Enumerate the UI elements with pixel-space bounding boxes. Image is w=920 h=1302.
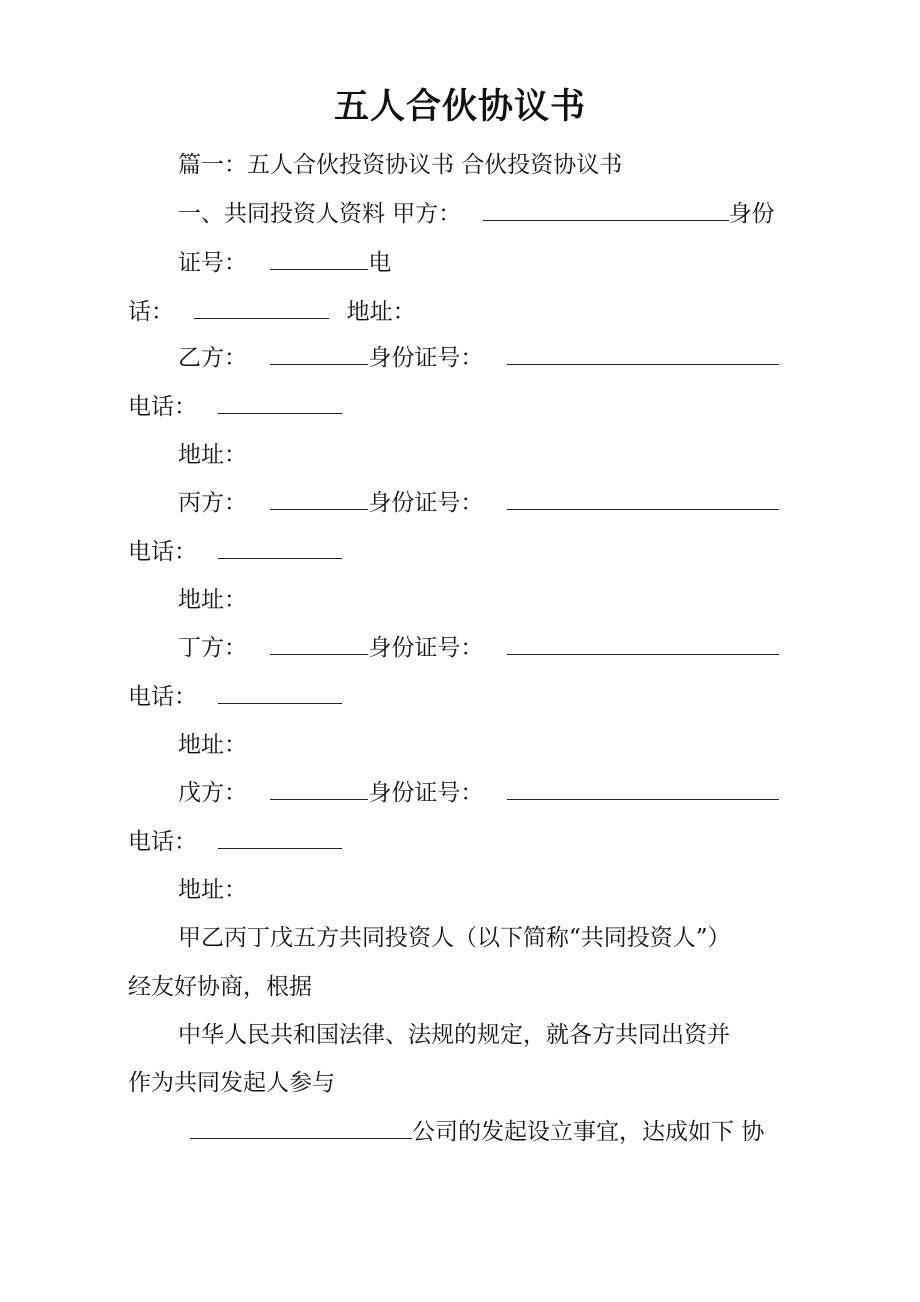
party-b-phone-label: 电话： <box>128 394 197 420</box>
party-c-phone-label: 电话： <box>128 539 197 565</box>
party-b-id-blank[interactable] <box>507 341 779 365</box>
party-a-id-line <box>178 246 391 280</box>
party-d-line <box>178 631 779 665</box>
party-c-label: 丙方： <box>178 490 247 516</box>
party-b-line <box>178 341 779 375</box>
party-c-name-blank[interactable] <box>270 486 368 510</box>
party-c-id-label: 身份证号： <box>368 490 484 516</box>
party-e-label: 戊方： <box>178 780 247 806</box>
party-e-name-blank[interactable] <box>270 776 368 800</box>
party-a-name-blank[interactable] <box>483 197 729 221</box>
paragraph-1-line-2 <box>128 970 312 1004</box>
party-a-id-blank[interactable] <box>270 246 368 270</box>
party-b-address-label: 地址： <box>178 442 247 468</box>
paragraph-3-text: 公司的发起设立事宜，达成如下 协 <box>412 1119 765 1145</box>
paragraph-1-line-1 <box>178 921 731 955</box>
party-d-phone-line <box>128 680 342 714</box>
party-a-id-label-end: 证号： <box>178 250 247 276</box>
subtitle-line <box>178 148 622 182</box>
party-d-id-label: 身份证号： <box>368 635 484 661</box>
paragraph-2-line-1 <box>178 1018 730 1052</box>
section1-heading: 一、共同投资人资料 甲方： <box>178 201 462 227</box>
party-e-line <box>178 776 779 810</box>
party-c-id-blank[interactable] <box>507 486 779 510</box>
party-e-phone-blank[interactable] <box>218 825 342 849</box>
party-b-address-line <box>178 438 247 472</box>
party-e-phone-label: 电话： <box>128 829 197 855</box>
party-d-address-line <box>178 728 247 762</box>
party-b-id-label: 身份证号： <box>368 345 484 371</box>
party-a-address-label: 地址： <box>346 299 416 325</box>
party-c-address-label: 地址： <box>178 587 247 613</box>
party-d-label: 丁方： <box>178 635 247 661</box>
party-d-address-label: 地址： <box>178 732 247 758</box>
party-e-address-label: 地址： <box>178 877 247 903</box>
paragraph-2-text-2: 作为共同发起人参与 <box>128 1070 335 1096</box>
paragraph-1-text-1: 甲乙丙丁戊五方共同投资人（以下简称“共同投资人”） <box>178 925 731 951</box>
party-d-name-blank[interactable] <box>270 631 368 655</box>
document-title: 五人合伙协议书 <box>333 86 586 127</box>
party-a-phone-blank[interactable] <box>194 295 329 319</box>
subtitle-text: 篇一：五人合伙投资协议书 合伙投资协议书 <box>178 152 623 178</box>
party-e-phone-line <box>128 825 342 859</box>
party-a-line <box>178 197 775 231</box>
party-d-id-blank[interactable] <box>507 631 779 655</box>
party-c-line <box>178 486 779 520</box>
party-d-phone-label: 电话： <box>128 684 197 710</box>
party-a-phone-label-end: 话： <box>128 299 174 325</box>
company-name-blank[interactable] <box>190 1115 412 1139</box>
party-d-phone-blank[interactable] <box>218 680 342 704</box>
party-a-id-label-start: 身份 <box>728 201 775 227</box>
party-c-phone-line <box>128 535 342 569</box>
party-e-id-blank[interactable] <box>507 776 779 800</box>
party-b-label: 乙方： <box>178 345 247 371</box>
party-c-address-line <box>178 583 247 617</box>
paragraph-3-line-1 <box>190 1115 764 1149</box>
party-a-phone-line <box>128 295 416 329</box>
party-c-phone-blank[interactable] <box>218 535 342 559</box>
party-e-id-label: 身份证号： <box>368 780 484 806</box>
party-b-phone-blank[interactable] <box>218 390 342 414</box>
paragraph-2-text-1: 中华人民共和国法律、法规的规定，就各方共同出资并 <box>178 1022 730 1048</box>
party-a-phone-label-start: 电 <box>368 250 392 276</box>
party-b-name-blank[interactable] <box>270 341 368 365</box>
paragraph-2-line-2 <box>128 1066 335 1100</box>
paragraph-1-text-2: 经友好协商，根据 <box>128 974 312 1000</box>
party-b-phone-line <box>128 390 342 424</box>
party-e-address-line <box>178 873 247 907</box>
